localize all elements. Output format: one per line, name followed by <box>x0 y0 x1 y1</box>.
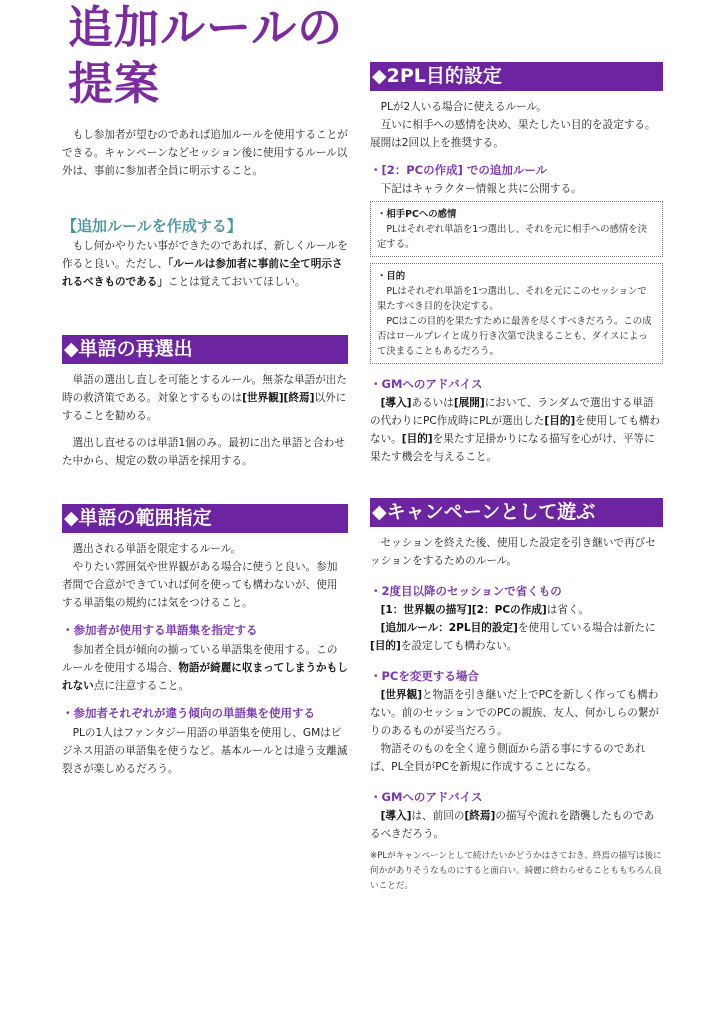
bullet-heading: ・GMへのアドバイス <box>370 790 483 804</box>
footnote: ※PLがキャンペーンとして続けたいかどうかはさておき、終焉の描写は後に何かがありそうなものにすると面白い。綺麗に終わらせることももちろん良いことだ。 <box>370 851 662 891</box>
paragraph <box>62 641 348 695</box>
paragraph <box>62 126 348 180</box>
paragraph <box>62 434 348 470</box>
bullet-heading: ・GMへのアドバイス <box>370 377 483 391</box>
text: を設定しても構わない。 <box>400 640 518 652</box>
section-header: ◆単語の再選出 <box>62 335 348 364</box>
bullet-heading: ・[2：PCの作成] での追加ルール <box>370 163 548 177</box>
text: は、前回の <box>411 810 465 822</box>
section-header: ◆単語の範囲指定 <box>62 504 348 533</box>
bold-text: 「ルールは参加者に事前に全て明示されるべきものである」 <box>62 258 343 288</box>
bold-text: [目的] <box>401 433 433 445</box>
right-column <box>370 0 663 894</box>
text: の描写や流れを踏襲したものであるべきだろう。 <box>370 810 655 840</box>
text: 単語の選出し直しを可能とするルール。無茶な単語が出た時の救済策である。対象とするものは <box>62 374 347 404</box>
text: において、ランダムで選出する単語の代わりにPC作成時にPLが選出した <box>370 397 654 427</box>
text: 互いに相手への感情を決め、果たしたい目的を設定する。展開は2回以上を推奨する。 <box>370 119 656 149</box>
text: PLの1人はファンタジー用語の単語集を使用し、GMはビジネス用語の単語集を使うなど。基本ルールとは違う支離滅裂さが楽しめるだろう。 <box>62 727 348 775</box>
bold-text: [目的] <box>544 415 576 427</box>
subsection-heading: 【追加ルールを作成する】 <box>62 217 242 235</box>
text: を使用しても構わない。 <box>370 415 661 445</box>
paragraph <box>62 371 348 425</box>
bold-text: [終焉] <box>464 810 496 822</box>
bold-text: [展開] <box>453 397 485 409</box>
text: あるいは <box>411 397 454 409</box>
dotted-info-box <box>370 201 663 257</box>
title-line: 追加ルールの <box>68 1 344 54</box>
paragraph <box>62 237 348 291</box>
text: PLが2人いる場合に使えるルール。 <box>380 101 547 113</box>
box-heading: ・相手PCへの感情 <box>377 209 457 220</box>
bullet-heading: ・参加者が使用する単語集を指定する <box>62 623 258 637</box>
paragraph <box>62 724 348 778</box>
section-header: ◆2PL目的設定 <box>370 62 663 91</box>
bullet-heading: ・2度目以降のセッションで省くもの <box>370 584 562 598</box>
paragraph <box>370 534 663 570</box>
bullet-heading: ・PCを変更する場合 <box>370 669 479 683</box>
bold-text: [世界観] <box>380 689 423 701</box>
paragraph <box>62 540 348 558</box>
text: と物語を引き継いだ上でPCを新しく作っても構わない。前のセッションでのPCの親族、友人、何かしらの繋がりのあるものが妥当だろう。 <box>370 689 660 737</box>
box-heading: ・目的 <box>377 271 406 282</box>
text: やりたい雰囲気や世界観がある場合に使うと良い。参加者間で合意ができていれば何を使っても構わないが、使用する単語集の規約には気をつけること。 <box>62 561 338 609</box>
paragraph <box>370 98 663 116</box>
title-line: 提案 <box>68 57 161 110</box>
text: 参加者全員が傾向の揃っている単語集を使用する。このルールを使用する場合、 <box>62 644 338 674</box>
bold-text: 物語が綺麗に収まってしまうかもしれない <box>62 662 348 692</box>
text: 以外にすることを勧める。 <box>62 392 347 422</box>
text: ことは覚えておいてほしい。 <box>167 276 306 288</box>
bullet-heading: ・参加者それぞれが違う傾向の単語集を使用する <box>62 706 315 720</box>
bold-text: [世界観][終焉] <box>242 392 315 404</box>
text: 点に注意すること。 <box>93 680 190 692</box>
section-header: ◆キャンペーンとして遊ぶ <box>370 498 663 527</box>
paragraph <box>370 686 663 740</box>
text: もし参加者が望むのであれば追加ルールを使用することができる。キャンペーンなどセッション後に使用するルール以外は、事前に参加者全員に明示すること。 <box>62 129 348 177</box>
bold-text: [1：世界観の描写][2：PCの作成] <box>380 604 547 616</box>
dotted-info-box <box>370 263 663 364</box>
paragraph <box>370 394 663 466</box>
page-title <box>68 0 348 112</box>
box-paragraph: PCはこの目的を果たすために最善を尽くすべきだろう。この成否はロールプレイと成り行き次第で決まることも、ダイスによって決まることもあるだろう。 <box>377 316 652 357</box>
paragraph <box>370 116 663 152</box>
paragraph <box>370 619 663 655</box>
text: もし何かやりたい事ができたのであれば、新しくルールを作ると良い。ただし、 <box>62 240 348 270</box>
text: を使用している場合は新たに <box>517 622 656 634</box>
text: 選出される単語を限定するルール。 <box>72 543 242 555</box>
paragraph <box>370 180 663 198</box>
text: は省く。 <box>546 604 589 616</box>
bold-text: [導入] <box>380 397 412 409</box>
paragraph <box>370 740 663 776</box>
text: 物語そのものを全く違う側面から語る事にするのであれば、PL全員がPCを新規に作成することになる。 <box>370 743 646 773</box>
box-paragraph: PLはそれぞれ単語を1つ選出し、それを元にこのセッションで果たすべき目的を決定する。 <box>377 286 647 312</box>
text: を果たす足掛かりになる描写を心がけ、平等に果たす機会を与えること。 <box>370 433 655 463</box>
bold-text: [追加ルール：2PL目的設定] <box>380 622 518 634</box>
left-column <box>62 0 348 778</box>
bold-text: [目的] <box>370 640 401 652</box>
text: 選出し直せるのは単語1個のみ。最初に出た単語と合わせた中から、規定の数の単語を採用する。 <box>62 437 345 467</box>
paragraph <box>370 601 663 619</box>
paragraph <box>62 558 348 612</box>
box-paragraph: PLはそれぞれ単語を1つ選出し、それを元に相手への感情を決定する。 <box>377 224 647 250</box>
text: 下記はキャラクター情報と共に公開する。 <box>380 183 582 195</box>
bold-text: [導入] <box>380 810 412 822</box>
text: セッションを終えた後、使用した設定を引き継いで再びセッションをするためのルール。 <box>370 537 656 567</box>
paragraph <box>370 807 663 843</box>
